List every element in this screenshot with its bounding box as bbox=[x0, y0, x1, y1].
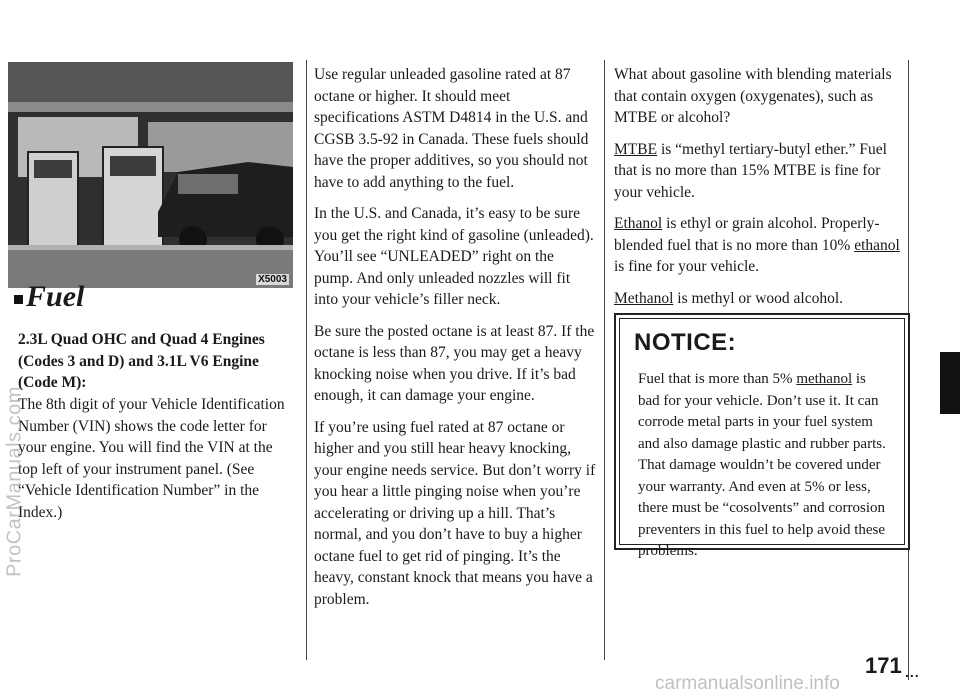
middle-paragraph-3: Be sure the posted octane is at least 87. If the octane is less than 87, you may get a heavy knocking noise when you drive. If it’s bad enough, it can damage your engine. bbox=[314, 322, 595, 404]
section-bullet bbox=[14, 295, 23, 304]
right-paragraph-1: What about gasoline with blending materials that contain oxygen (oxygenates), such as MTBE or alcohol? bbox=[614, 66, 892, 126]
middle-column bbox=[314, 64, 596, 620]
ethanol-text-2: is fine for your vehicle. bbox=[614, 258, 760, 275]
engine-heading: 2.3L Quad OHC and Quad 4 Engines (Codes 3 and D) and 3.1L V6 Engine (Code M): bbox=[18, 331, 265, 391]
middle-paragraph-2: In the U.S. and Canada, it’s easy to be sure you get the right kind of gasoline (unleaded). You’ll see “UNLEADED” right on the pump. And only unleaded nozzles will fit into your vehicle’s filler neck. bbox=[314, 205, 594, 308]
mtbe-text: is “methyl tertiary-butyl ether.” Fuel that is no more than 15% MTBE is fine for your vehicle. bbox=[614, 140, 887, 201]
methanol-paragraph bbox=[614, 288, 904, 310]
section-tab-marker bbox=[940, 352, 960, 414]
methanol-text: is methyl or wood alcohol. bbox=[673, 289, 844, 307]
mtbe-term: MTBE bbox=[614, 140, 658, 158]
notice-inner bbox=[619, 318, 905, 559]
ethanol-term: Ethanol bbox=[614, 215, 663, 232]
column-rule-1 bbox=[306, 60, 307, 660]
right-column bbox=[614, 64, 904, 319]
page-number: 171 bbox=[865, 653, 902, 678]
column-rule-2 bbox=[604, 60, 605, 660]
notice-text-2: is bad for your vehicle. Don’t use it. It can corrode metal parts in your fuel system and also damage plastic and rubber parts. That damage wouldn’t be covered under your warranty. And even at 5% or less, there must be “cosolvents” and corrosion preventers in this fuel to help avoid these problems. bbox=[638, 371, 886, 559]
page-continuation-dots: ... bbox=[905, 664, 920, 680]
middle-paragraph-1: Use regular unleaded gasoline rated at 87 octane or higher. It should meet specifications ASTM D4814 in the U.S. and CGSB 3.5-92 in Canada. These fuels should have the proper additives, so you should not have to add anything to the fuel. bbox=[314, 66, 589, 191]
left-column bbox=[18, 394, 290, 533]
ethanol-text-1: is ethyl or grain alcohol. Properly-blended fuel that is no more than 10% bbox=[614, 215, 880, 254]
photo-code-label: X5003 bbox=[258, 274, 287, 285]
ethanol-paragraph bbox=[614, 213, 904, 278]
notice-box bbox=[614, 313, 910, 559]
notice-methanol-term: methanol bbox=[796, 371, 853, 387]
notice-title: NOTICE: bbox=[634, 329, 737, 356]
methanol-term: Methanol bbox=[614, 289, 674, 307]
middle-paragraph-4: If you’re using fuel rated at 87 octane or higher and you still hear heavy knocking, your engine needs service. But don’t worry if you hear a little pinging noise when you’re accelerating or driving up a hill. That’s normal, and you don’t have to buy a higher octane fuel to get rid of pinging. It’s the heavy, constant knock that means you have a problem. bbox=[314, 418, 596, 608]
notice-text-1: Fuel that is more than 5% bbox=[638, 371, 797, 387]
gas-station-photo bbox=[8, 62, 293, 288]
section-title bbox=[14, 280, 84, 314]
gas-station-illustration bbox=[8, 62, 293, 288]
notice-text bbox=[634, 369, 890, 563]
side-watermark: ProCarManuals.com bbox=[3, 386, 26, 577]
ethanol-term-2: ethanol bbox=[854, 236, 900, 254]
section-title-text: Fuel bbox=[26, 280, 85, 313]
footer-watermark: carmanualsonline.info bbox=[655, 673, 840, 694]
mtbe-paragraph bbox=[614, 139, 904, 204]
left-paragraph-1: The 8th digit of your Vehicle Identification Number (VIN) shows the code letter for your engine. You will find the VIN at the top left of your instrument panel. (See “Vehicle Identification Number” in the Index.) bbox=[18, 396, 285, 521]
